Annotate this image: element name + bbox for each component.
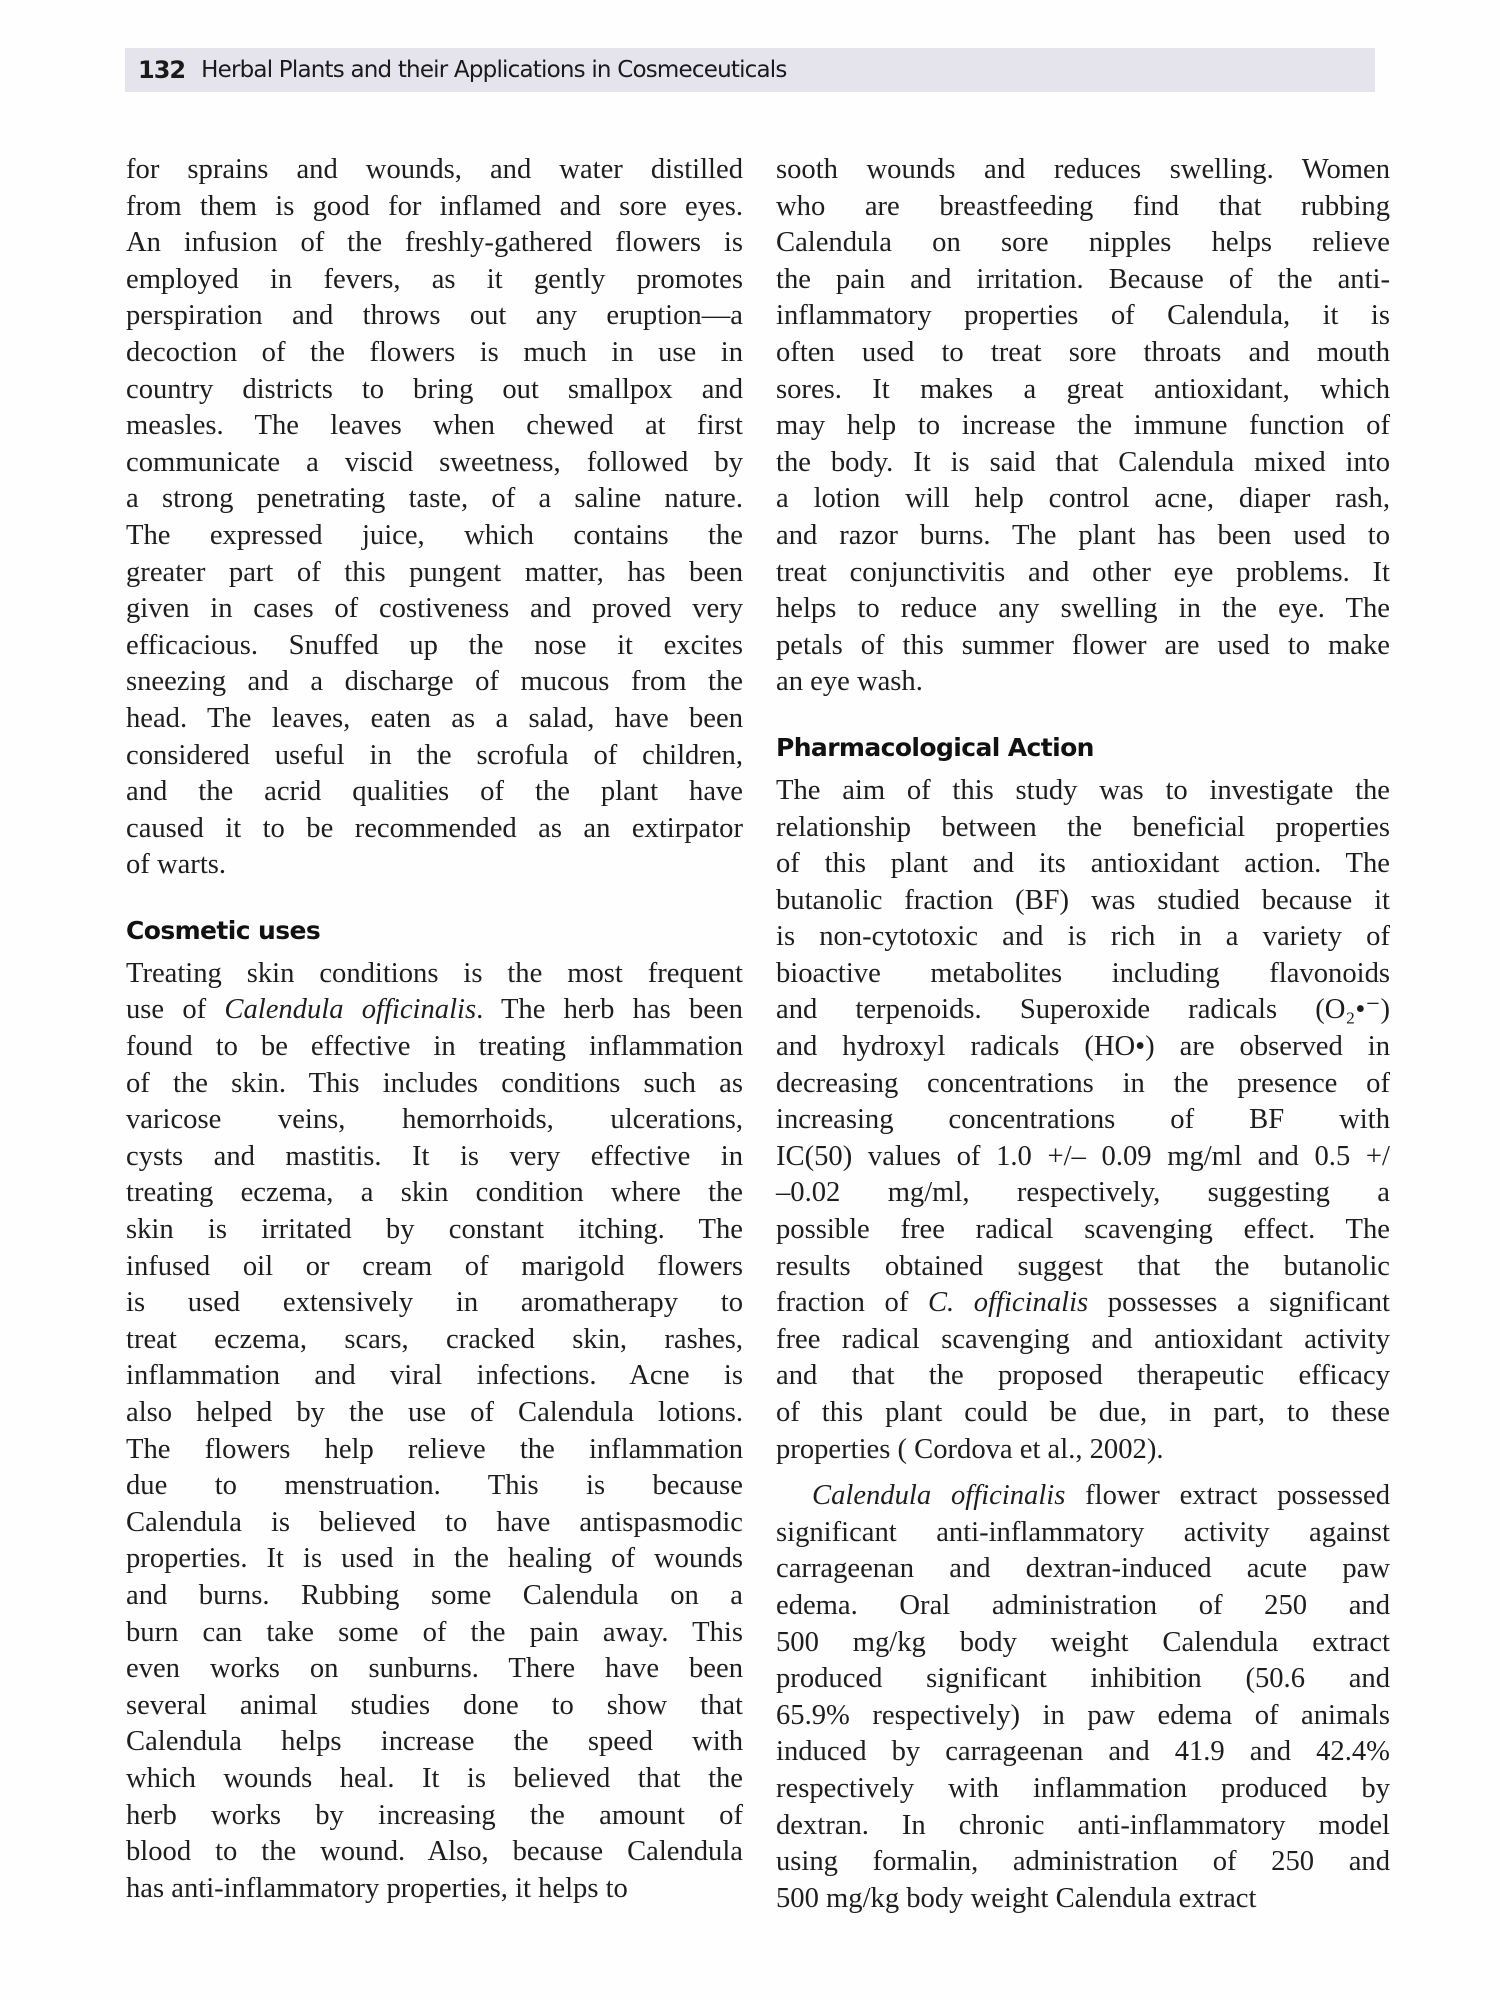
text-line bbox=[776, 1249, 1390, 1286]
text-line: and razor burns. The plant has been used to bbox=[776, 519, 1390, 551]
text-line: an eye wash. bbox=[776, 666, 923, 698]
text-line: helps to reduce any swelling in the eye. The bbox=[776, 593, 1390, 625]
text-line bbox=[776, 1139, 1390, 1176]
text-run: has anti-inflammatory properties, it helps to bbox=[126, 1872, 628, 1904]
text-run: edema. Oral administration of 250 and bbox=[776, 1589, 1390, 1621]
text-line bbox=[776, 1322, 1390, 1359]
text-line bbox=[776, 1102, 1390, 1139]
text-line bbox=[126, 1688, 743, 1725]
text-run: fraction of bbox=[776, 1287, 928, 1319]
text-run: use of bbox=[126, 994, 225, 1026]
text-run: possible free radical scavenging effect. The bbox=[776, 1214, 1390, 1246]
text-line: sores. It makes a great antioxidant, which bbox=[776, 373, 1390, 405]
text-run: varicose veins, hemorrhoids, ulcerations, bbox=[126, 1104, 743, 1136]
text-line: decoction of the flowers is much in use in bbox=[126, 336, 743, 368]
text-line bbox=[126, 1834, 743, 1871]
text-run: induced by carrageenan and 41.9 and 42.4% bbox=[776, 1736, 1390, 1768]
text-run: of the skin. This includes conditions such as bbox=[126, 1067, 743, 1099]
text-line: measles. The leaves when chewed at first bbox=[126, 410, 743, 442]
text-run: is non-cytotoxic and is rich in a variety of bbox=[776, 921, 1390, 953]
text-run: of this plant and its antioxidant action. The bbox=[776, 848, 1390, 880]
text-line: petals of this summer flower are used to make bbox=[776, 629, 1390, 661]
text-line bbox=[126, 1139, 743, 1176]
text-run: dextran. In chronic anti-inflammatory model bbox=[776, 1809, 1390, 1841]
text-line bbox=[776, 919, 1390, 956]
text-line bbox=[126, 1102, 743, 1139]
text-run: of this plant could be due, in part, to these bbox=[776, 1397, 1390, 1428]
text-run: treating eczema, a skin condition where the bbox=[126, 1177, 743, 1209]
text-line bbox=[776, 1844, 1390, 1881]
text-line bbox=[776, 1551, 1390, 1588]
paragraph-gap bbox=[776, 1468, 1390, 1478]
text-line: considered useful in the scrofula of children, bbox=[126, 739, 743, 771]
text-run: inflammation and viral infections. Acne is bbox=[126, 1360, 743, 1392]
text-run: Calendula helps increase the speed with bbox=[126, 1726, 743, 1758]
text-line bbox=[776, 1515, 1390, 1552]
text-line: employed in fevers, as it gently promotes bbox=[126, 263, 743, 295]
text-line bbox=[126, 1358, 743, 1395]
text-line bbox=[776, 1661, 1390, 1698]
text-line bbox=[776, 1285, 1390, 1322]
text-line bbox=[126, 1285, 743, 1322]
text-run: several animal studies done to show that bbox=[126, 1689, 743, 1721]
text-line bbox=[776, 1358, 1390, 1395]
text-run: found to be effective in treating inflammation bbox=[126, 1031, 743, 1063]
text-line bbox=[126, 956, 743, 993]
paragraph-soothing-uses bbox=[776, 152, 1390, 701]
heading-cosmetic-uses: Cosmetic uses bbox=[126, 915, 321, 945]
text-line bbox=[776, 1588, 1390, 1625]
text-line bbox=[126, 1505, 743, 1542]
text-run: –0.02 mg/ml, respectively, suggesting a bbox=[776, 1177, 1390, 1209]
text-line: head. The leaves, eaten as a salad, have been bbox=[126, 702, 743, 734]
text-line bbox=[776, 1175, 1390, 1212]
text-run: results obtained suggest that the butanolic bbox=[776, 1250, 1390, 1282]
text-line bbox=[126, 1175, 743, 1212]
text-run: and hydroxyl radicals (HO•) are observed in bbox=[776, 1031, 1390, 1063]
italic-species-name: Calendula officinalis bbox=[224, 994, 477, 1026]
text-run: skin is irritated by constant itching. The bbox=[126, 1214, 743, 1246]
text-run: properties. It is used in the healing of wounds bbox=[126, 1543, 743, 1575]
text-run: also helped by the use of Calendula lotions. bbox=[126, 1397, 743, 1428]
text-line bbox=[776, 1212, 1390, 1249]
italic-species-name: C. officinalis bbox=[927, 1287, 1089, 1319]
text-run: carrageenan and dextran-induced acute paw bbox=[776, 1553, 1390, 1585]
text-line bbox=[126, 1249, 743, 1286]
text-line bbox=[776, 1625, 1390, 1662]
text-line: communicate a viscid sweetness, followed by bbox=[126, 446, 743, 478]
text-line bbox=[126, 1395, 743, 1432]
text-line bbox=[776, 883, 1390, 920]
text-line bbox=[776, 1432, 1390, 1469]
text-line bbox=[776, 1771, 1390, 1808]
text-line: Calendula on sore nipples helps relieve bbox=[776, 227, 1390, 259]
text-run: The flowers help relieve the inflammation bbox=[126, 1433, 743, 1465]
text-run: 65.9% respectively) in paw edema of animals bbox=[776, 1699, 1390, 1731]
text-line: perspiration and throws out any eruption—a bbox=[126, 300, 743, 332]
text-line: efficacious. Snuffed up the nose it excites bbox=[126, 629, 743, 661]
text-line: The expressed juice, which contains the bbox=[126, 519, 743, 551]
text-line bbox=[776, 1395, 1390, 1432]
text-run: herb works by increasing the amount of bbox=[126, 1799, 743, 1831]
text-line bbox=[776, 773, 1390, 810]
text-line bbox=[776, 1478, 1390, 1515]
text-run: using formalin, administration of 250 and bbox=[776, 1846, 1390, 1878]
left-column bbox=[126, 152, 743, 1907]
text-line: given in cases of costiveness and proved very bbox=[126, 593, 743, 625]
running-head bbox=[125, 48, 1375, 92]
paragraph-remedies bbox=[126, 152, 743, 884]
text-line bbox=[126, 1322, 743, 1359]
text-run: The aim of this study was to investigate the bbox=[776, 774, 1390, 806]
text-line: greater part of this pungent matter, has been bbox=[126, 556, 743, 588]
text-run: . The herb has been bbox=[476, 994, 743, 1026]
text-run: properties ( Cordova et al., 2002). bbox=[776, 1433, 1164, 1465]
text-run: which wounds heal. It is believed that the bbox=[126, 1762, 743, 1794]
text-line bbox=[776, 992, 1390, 1029]
page-number: 132 bbox=[138, 56, 186, 84]
text-run: even works on sunburns. There have been bbox=[126, 1653, 743, 1685]
text-run: bioactive metabolites including flavonoids bbox=[776, 957, 1390, 989]
paragraph-cosmetic-uses bbox=[126, 956, 743, 1907]
text-line: from them is good for inflamed and sore eyes. bbox=[126, 190, 743, 222]
heading-pharmacological-action: Pharmacological Action bbox=[776, 732, 1094, 762]
paragraph-anti-inflammatory bbox=[776, 1478, 1390, 1917]
text-line bbox=[776, 1698, 1390, 1735]
text-line bbox=[126, 1468, 743, 1505]
text-line: who are breastfeeding find that rubbing bbox=[776, 190, 1390, 222]
text-line: treat conjunctivitis and other eye problems. It bbox=[776, 556, 1390, 588]
text-run: is used extensively in aromatherapy to bbox=[126, 1287, 743, 1319]
text-line bbox=[776, 1734, 1390, 1771]
text-run: significant anti-inflammatory activity against bbox=[776, 1516, 1390, 1548]
text-run: butanolic fraction (BF) was studied because it bbox=[776, 884, 1390, 916]
text-run: Calendula is believed to have antispasmodic bbox=[126, 1506, 743, 1538]
book-title: Herbal Plants and their Applications in Cosmeceuticals bbox=[201, 57, 787, 83]
text-line bbox=[126, 1871, 743, 1908]
text-run: decreasing concentrations in the presence of bbox=[776, 1067, 1390, 1099]
text-line bbox=[126, 1432, 743, 1469]
text-line: of warts. bbox=[126, 849, 227, 881]
text-line: inflammatory properties of Calendula, it is bbox=[776, 300, 1390, 332]
paragraph-antioxidant-study bbox=[776, 773, 1390, 1468]
text-line bbox=[126, 1651, 743, 1688]
text-line bbox=[776, 810, 1390, 847]
text-line bbox=[126, 1724, 743, 1761]
text-run: cysts and mastitis. It is very effective in bbox=[126, 1140, 743, 1172]
right-column bbox=[776, 152, 1390, 1917]
text-line bbox=[776, 846, 1390, 883]
text-line: sooth wounds and reduces swelling. Women bbox=[776, 154, 1390, 185]
text-line bbox=[776, 956, 1390, 993]
text-run: blood to the wound. Also, because Calendula bbox=[126, 1836, 743, 1868]
text-line: An infusion of the freshly-gathered flowers is bbox=[126, 227, 743, 259]
text-line: may help to increase the immune function of bbox=[776, 410, 1390, 442]
text-run: and terpenoids. Superoxide radicals (O₂•⁻) bbox=[776, 994, 1390, 1026]
text-run: free radical scavenging and antioxidant activity bbox=[776, 1323, 1390, 1355]
text-run: and that the proposed therapeutic efficacy bbox=[776, 1360, 1390, 1392]
text-run: possesses a significant bbox=[1088, 1287, 1391, 1319]
text-line bbox=[776, 1066, 1390, 1103]
text-run: burn can take some of the pain away. This bbox=[126, 1616, 743, 1648]
text-line bbox=[126, 1578, 743, 1615]
text-run: IC(50) values of 1.0 +/– 0.09 mg/ml and 0.5 +/ bbox=[776, 1140, 1390, 1172]
text-run: and burns. Rubbing some Calendula on a bbox=[126, 1579, 743, 1611]
text-line bbox=[776, 1881, 1390, 1918]
text-line bbox=[126, 992, 743, 1029]
text-line: for sprains and wounds, and water distilled bbox=[126, 154, 743, 185]
text-line: a strong penetrating taste, of a saline nature. bbox=[126, 483, 743, 515]
text-line bbox=[126, 1212, 743, 1249]
text-run: produced significant inhibition (50.6 and bbox=[776, 1663, 1390, 1695]
text-line bbox=[126, 1029, 743, 1066]
text-run: increasing concentrations of BF with bbox=[776, 1104, 1390, 1136]
text-line bbox=[126, 1615, 743, 1652]
text-line: caused it to be recommended as an extirpator bbox=[126, 812, 743, 844]
text-run: 500 mg/kg body weight Calendula extract bbox=[776, 1882, 1257, 1914]
text-run: due to menstruation. This is because bbox=[126, 1470, 743, 1502]
text-line bbox=[776, 1808, 1390, 1845]
text-line bbox=[126, 1066, 743, 1103]
text-line: the pain and irritation. Because of the anti- bbox=[776, 263, 1390, 295]
text-line: sneezing and a discharge of mucous from the bbox=[126, 666, 743, 698]
text-run: Treating skin conditions is the most frequent bbox=[126, 957, 743, 989]
text-line: the body. It is said that Calendula mixed into bbox=[776, 446, 1390, 478]
text-line bbox=[126, 1541, 743, 1578]
text-line bbox=[126, 1761, 743, 1798]
text-run: 500 mg/kg body weight Calendula extract bbox=[776, 1626, 1390, 1658]
text-line: country districts to bring out smallpox and bbox=[126, 373, 743, 405]
text-run: respectively with inflammation produced by bbox=[776, 1772, 1390, 1804]
text-line bbox=[776, 1029, 1390, 1066]
italic-species-name: Calendula officinalis bbox=[812, 1480, 1066, 1512]
text-line: often used to treat sore throats and mouth bbox=[776, 336, 1390, 368]
text-line: a lotion will help control acne, diaper rash, bbox=[776, 483, 1390, 515]
text-run: flower extract possessed bbox=[1065, 1480, 1390, 1512]
text-run: treat eczema, scars, cracked skin, rashes, bbox=[126, 1323, 743, 1355]
text-run: relationship between the beneficial properties bbox=[776, 811, 1390, 843]
text-line: and the acrid qualities of the plant have bbox=[126, 776, 743, 808]
text-run: infused oil or cream of marigold flowers bbox=[126, 1250, 743, 1282]
text-line bbox=[126, 1798, 743, 1835]
